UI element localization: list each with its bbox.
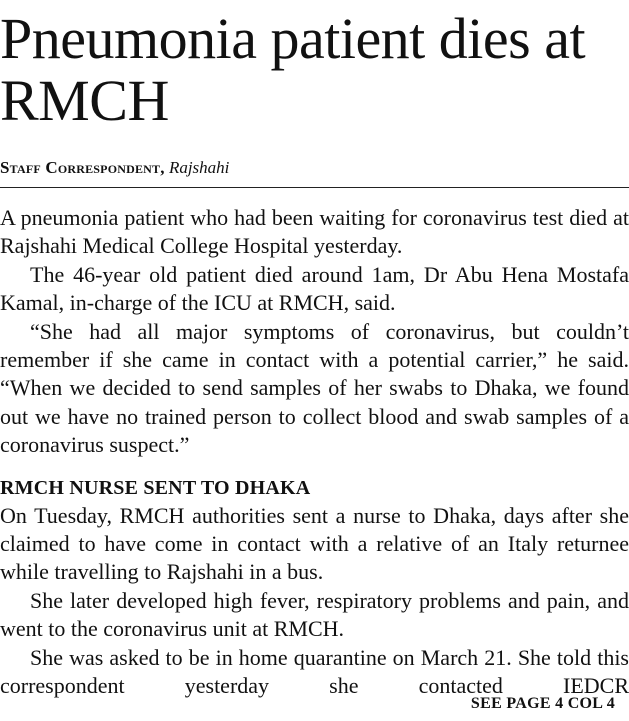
- article-body: [0, 204, 629, 701]
- byline: [0, 157, 229, 179]
- paragraph: She later developed high fever, respiratory problems and pain, and went to the coronavirus unit at RMCH.: [0, 587, 629, 642]
- subhead: RMCH NURSE SENT TO DHAKA: [0, 476, 311, 499]
- paragraph: She was asked to be in home quarantine on March 21. She told this correspondent yesterday she contacted IEDCR: [0, 644, 629, 699]
- continued-jump-line: SEE PAGE 4 COL 4: [470, 695, 615, 712]
- byline-staff: Staff Correspondent,: [0, 158, 165, 177]
- byline-divider: [0, 187, 629, 188]
- headline: Pneumonia patient dies at RMCH: [0, 6, 586, 133]
- paragraph: The 46-year old patient died around 1am, Dr Abu Hena Mostafa Kamal, in-charge of the ICU at RMCH, said.: [0, 261, 629, 316]
- paragraph: On Tuesday, RMCH authorities sent a nurse to Dhaka, days after she claimed to have come in contact with a relative of an Italy returnee while travelling to Rajshahi in a bus.: [0, 502, 629, 585]
- paragraph: “She had all major symptoms of coronavirus, but couldn’t remember if she came in contact with a potential carrier,” he said. “When we decided to send samples of her swabs to Dhaka, we found out we have no trained person to collect blood and swab samples of a coronavirus suspect.”: [0, 318, 629, 458]
- byline-place: Rajshahi: [168, 158, 230, 177]
- paragraph-lead: A pneumonia patient who had been waiting for coronavirus test died at Rajshahi Medical College Hospital yesterday.: [0, 205, 629, 259]
